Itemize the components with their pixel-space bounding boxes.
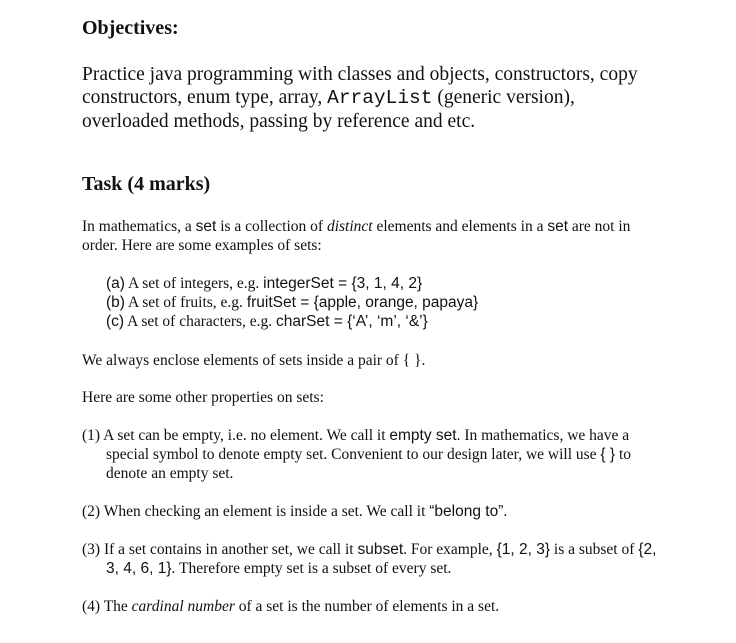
subset-term: subset xyxy=(357,541,404,558)
property-4 xyxy=(82,597,666,616)
property-text: is a subset of xyxy=(553,541,635,558)
property-number: (3) xyxy=(82,541,101,558)
example-value: fruitSet = {apple, orange, papaya} xyxy=(246,294,479,311)
property-number: (4) xyxy=(82,598,101,615)
example-label: (b) xyxy=(106,294,125,311)
example-a xyxy=(106,274,666,293)
example-value: charSet = {‘A’, ‘m’, ‘&’} xyxy=(276,313,428,330)
property-3 xyxy=(82,540,666,578)
objectives-text-a: Practice java programming with classes and objects, constructors, copy constructors, enum type, array, xyxy=(82,64,638,108)
property-text: When checking an element is inside a set. We call it xyxy=(103,503,426,520)
empty-braces: { } xyxy=(600,446,616,463)
task-heading: Task (4 marks) xyxy=(82,173,211,195)
example-desc: A set of integers, e.g. xyxy=(127,275,260,292)
property-text: . Therefore empty set is a subset of every set. xyxy=(171,560,452,577)
example-c xyxy=(106,312,666,331)
example-desc: A set of fruits, e.g. xyxy=(127,294,243,311)
intro-text-b: is a collection of xyxy=(220,218,324,235)
example-desc: A set of characters, e.g. xyxy=(127,313,273,330)
example-b xyxy=(106,293,666,312)
property-number: (1) xyxy=(82,427,101,444)
example-label: (a) xyxy=(106,275,125,292)
property-2 xyxy=(82,502,666,521)
property-text: of a set is the number of elements in a set. xyxy=(238,598,500,615)
subset-example-2: {2, 3, 4, 6, 1} xyxy=(106,541,657,577)
property-text: . In mathematics, we have a special symbol to denote empty set. Convenient to our design later, we will use xyxy=(106,427,630,463)
property-text: If a set contains in another set, we call it xyxy=(103,541,354,558)
intro-text-d: are not in order. Here are some examples of sets: xyxy=(82,218,631,254)
properties-intro: Here are some other properties on sets: xyxy=(82,389,324,406)
subset-example-1: {1, 2, 3} xyxy=(496,541,551,558)
empty-set-term: empty set xyxy=(389,427,457,444)
set-term: set xyxy=(195,218,217,235)
example-label: (c) xyxy=(106,313,125,330)
intro-text-c: elements and elements in a xyxy=(376,218,544,235)
objectives-heading: Objectives: xyxy=(82,17,179,39)
property-text: The xyxy=(103,598,128,615)
task-intro xyxy=(82,217,666,255)
objectives-text-b: (generic version), overloaded methods, passing by reference and etc. xyxy=(82,87,575,132)
braces-note: We always enclose elements of sets inside a pair of { }. xyxy=(82,352,426,369)
set-term: set xyxy=(547,218,569,235)
property-number: (2) xyxy=(82,503,101,520)
property-text: . For example, xyxy=(403,541,493,558)
arraylist-code: ArrayList xyxy=(327,87,433,109)
distinct-term: distinct xyxy=(326,218,373,235)
cardinal-number-term: cardinal number xyxy=(131,598,235,615)
objectives-paragraph xyxy=(82,63,666,133)
property-1 xyxy=(82,426,666,483)
example-value: integerSet = {3, 1, 4, 2} xyxy=(263,275,423,292)
property-text: A set can be empty, i.e. no element. We call it xyxy=(103,427,386,444)
intro-text-a: In mathematics, a xyxy=(82,218,192,235)
belong-to-term: “belong to” xyxy=(429,503,504,520)
property-text: . xyxy=(503,503,508,520)
property-text: to denote an empty set. xyxy=(106,446,632,482)
